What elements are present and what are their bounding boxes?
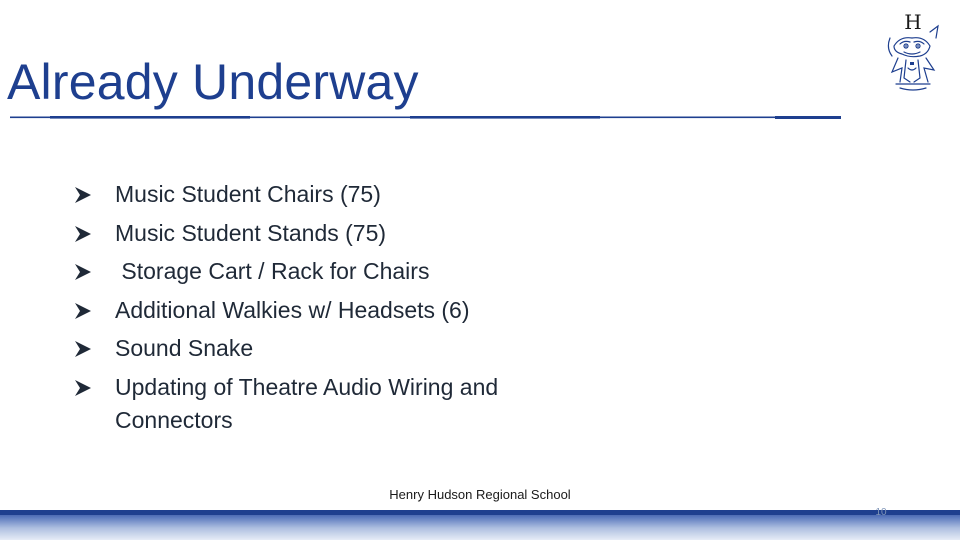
arrowhead-bullet-icon — [74, 186, 92, 204]
bullet-text: Additional Walkies w/ Headsets (6) — [115, 296, 470, 323]
title-underline — [10, 116, 841, 119]
logo-letter: H — [904, 10, 922, 34]
arrowhead-bullet-icon — [74, 340, 92, 358]
bullet-item — [74, 332, 634, 365]
arrowhead-bullet-icon — [74, 263, 92, 281]
footer-school-name: Henry Hudson Regional School — [389, 487, 571, 502]
bullet-item — [74, 178, 634, 211]
bullet-item — [74, 371, 634, 437]
bullet-text: Music Student Stands (75) — [115, 219, 387, 246]
arrowhead-bullet-icon — [74, 302, 92, 320]
bullet-item — [74, 255, 634, 288]
arrowhead-bullet-icon — [74, 225, 92, 243]
bullet-item — [74, 294, 634, 327]
page-number: 10 — [875, 507, 887, 518]
bullet-text: Sound Snake — [115, 335, 254, 361]
bullet-item — [74, 217, 634, 250]
bullet-text: Updating of Theatre Audio Wiring and Connectors — [115, 373, 499, 433]
arrowhead-bullet-icon — [74, 379, 92, 397]
school-logo — [880, 8, 946, 92]
slide-title: Already Underway — [7, 54, 419, 110]
bullet-text: Music Student Chairs (75) — [115, 181, 381, 207]
bullet-list — [74, 178, 634, 442]
bottom-bar — [0, 510, 960, 540]
bullet-text: Storage Cart / Rack for Chairs — [115, 258, 430, 284]
